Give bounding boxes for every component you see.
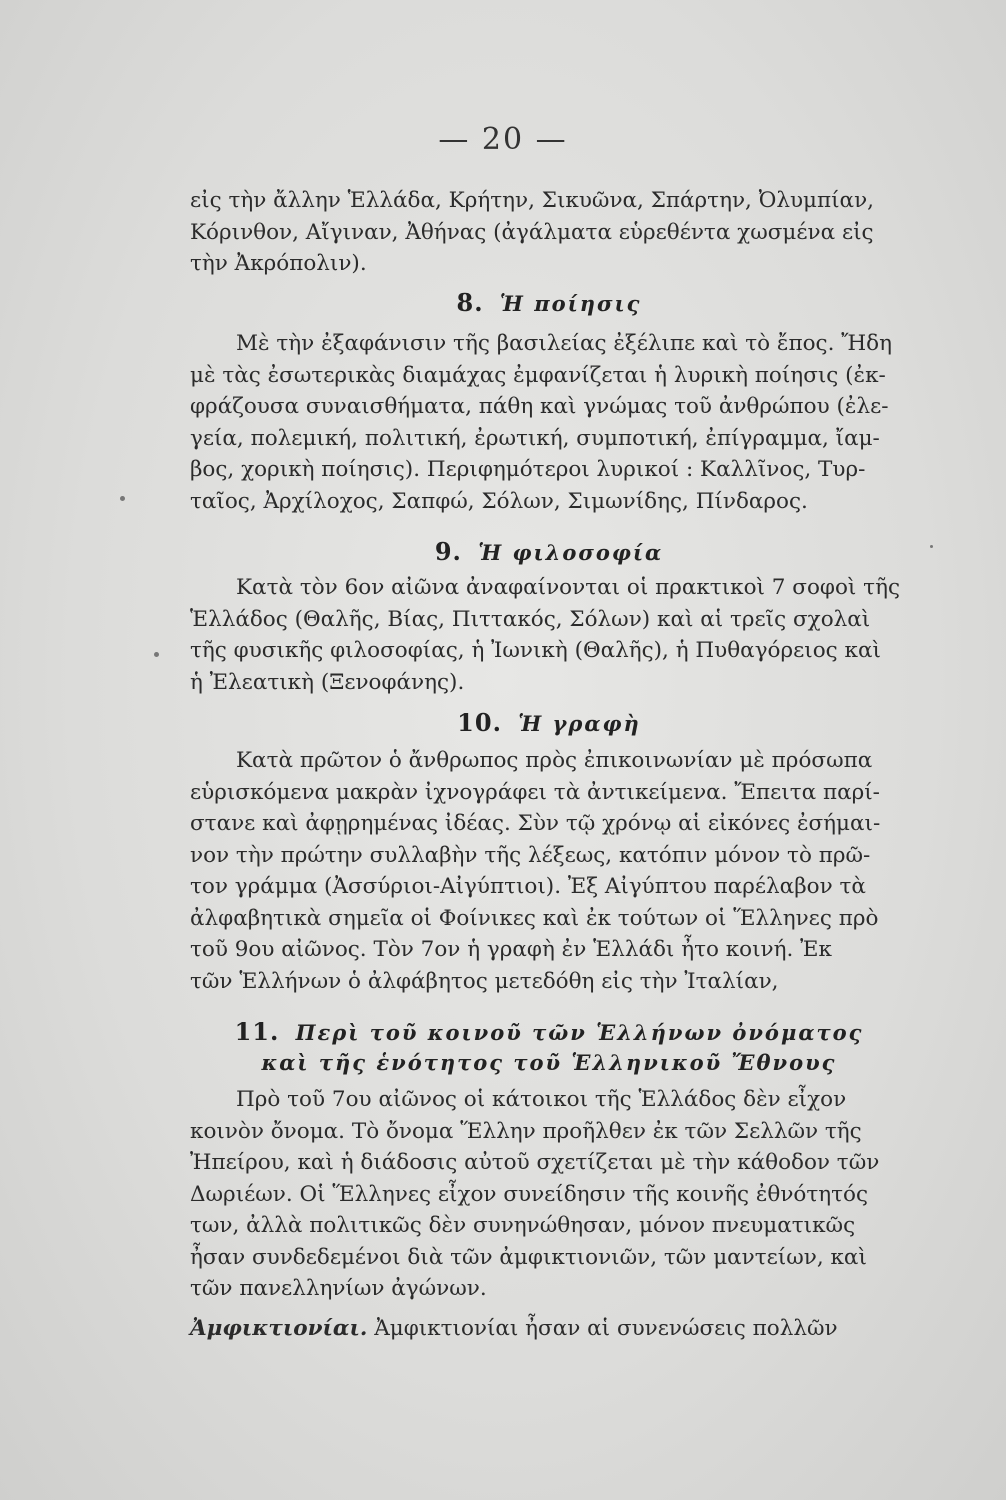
text-line: μὲ τὰς ἐσωτερικὰς διαμάχας ἐμφανίζεται ἡ λυρικὴ ποίησις (ἐκ- bbox=[190, 362, 886, 388]
section-number: 10. bbox=[457, 708, 502, 737]
paragraph-common-name bbox=[190, 1084, 908, 1305]
text-line: Κατὰ τὸν 6ον αἰῶνα ἀναφαίνονται οἱ πρακτικοὶ 7 σοφοὶ τῆς bbox=[236, 575, 900, 600]
text-line: Κατὰ πρῶτον ὁ ἄνθρωπος πρὸς ἐπικοινωνίαν μὲ πρόσωπα bbox=[236, 748, 873, 773]
text-line: των, ἀλλὰ πολιτικῶς δὲν συνηνώθησαν, μόνον πνευματικῶς bbox=[190, 1213, 856, 1238]
section-title: Περὶ τοῦ κοινοῦ τῶν Ἑλλήνων ὀνόματος bbox=[295, 1020, 864, 1045]
text-line: Μὲ τὴν ἐξαφάνισιν τῆς βασιλείας ἐξέλιπε καὶ τὸ ἔπος. Ἤδη bbox=[236, 331, 892, 356]
section-number: 8. bbox=[456, 288, 484, 317]
text-line: Ἠπείρου, καὶ ἡ διάδοσις αὐτοῦ σχετίζεται μὲ τὴν κάθοδον τῶν bbox=[190, 1150, 880, 1175]
section-heading-8 bbox=[190, 288, 908, 317]
paragraph-continuation bbox=[190, 185, 908, 280]
paragraph-philosophy bbox=[190, 572, 908, 698]
section-title: Ἡ γραφὴ bbox=[518, 711, 641, 736]
text-line: στανε καὶ ἀφῃρημένας ἰδέας. Σὺν τῷ χρόνῳ αἱ εἰκόνες ἐσήμαι- bbox=[190, 811, 881, 836]
text-line: Κόρινθον, Αἴγιναν, Ἀθήνας (ἀγάλματα εὑρεθέντα χωσμένα εἰς bbox=[190, 219, 874, 245]
text-line: Δωριέων. Οἱ Ἕλληνες εἶχον συνείδησιν τῆς κοινῆς ἐθνότητός bbox=[190, 1181, 868, 1207]
paragraph-writing bbox=[190, 745, 908, 997]
section-heading-line bbox=[190, 1048, 908, 1078]
term-label: Ἀμφικτιονίαι. bbox=[190, 1316, 368, 1341]
text-line: γεία, πολεμική, πολιτική, ἐρωτική, συμποτική, ἐπίγραμμα, ἴαμ- bbox=[190, 425, 880, 451]
section-title: Ἡ ποίησις bbox=[499, 291, 642, 316]
page-number: — 20 — bbox=[438, 122, 568, 157]
text-line: τὴν Ἀκρόπολιν). bbox=[190, 251, 367, 276]
text-line: κοινὸν ὄνομα. Τὸ ὄνομα Ἕλλην προῆλθεν ἐκ τῶν Σελλῶν τῆς bbox=[190, 1118, 862, 1144]
scan-speck bbox=[120, 496, 125, 501]
section-title-continued: καὶ τῆς ἑνότητος τοῦ Ἑλληνικοῦ Ἔθνους bbox=[261, 1050, 837, 1075]
section-number: 11. bbox=[234, 1017, 280, 1046]
paragraph-poetry bbox=[190, 328, 908, 517]
section-number: 9. bbox=[434, 537, 462, 566]
text-line: ἀλφαβητικὰ σημεῖα οἱ Φοίνικες καὶ ἐκ τούτων οἱ Ἕλληνες πρὸ bbox=[190, 905, 879, 931]
text-line: ἡ Ἐλεατικὴ (Ξενοφάνης). bbox=[190, 669, 465, 695]
text-line: νον τὴν πρώτην συλλαβὴν τῆς λέξεως, κατόπιν μόνον τὸ πρῶ- bbox=[190, 842, 871, 868]
section-heading-10 bbox=[190, 708, 908, 737]
text-line: τον γράμμα (Ἀσσύριοι-Αἰγύπτιοι). Ἐξ Αἰγύπτου παρέλαβον τὰ bbox=[190, 874, 866, 899]
text-line: φράζουσα συναισθήματα, πάθη καὶ γνώμας τοῦ ἀνθρώπου (ἐλε- bbox=[190, 394, 889, 419]
paragraph-amphictyonies bbox=[190, 1313, 908, 1345]
text-line: βος, χορικὴ ποίησις). Περιφημότεροι λυρικοί : Καλλῖνος, Τυρ- bbox=[190, 457, 866, 482]
text-line: ταῖος, Ἀρχίλοχος, Σαπφώ, Σόλων, Σιμωνίδης, Πίνδαρος. bbox=[190, 488, 808, 514]
section-heading-9 bbox=[190, 537, 908, 566]
scan-speck bbox=[930, 545, 933, 548]
text-line bbox=[190, 1313, 908, 1345]
text-line: τοῦ 9ου αἰῶνος. Τὸν 7ον ἡ γραφὴ ἐν Ἑλλάδι ἦτο κοινή. Ἐκ bbox=[190, 937, 832, 962]
text-line: Ἑλλάδος (Θαλῆς, Βίας, Πιττακός, Σόλων) καὶ αἱ τρεῖς σχολαὶ bbox=[190, 606, 871, 632]
text-line: τῆς φυσικῆς φιλοσοφίας, ἡ Ἰωνικὴ (Θαλῆς), ἡ Πυθαγόρειος καὶ bbox=[190, 638, 881, 663]
scan-speck bbox=[154, 652, 159, 657]
text-line: εὑρισκόμενα μακρὰν ἰχνογράφει τὰ ἀντικείμενα. Ἔπειτα παρί- bbox=[190, 779, 880, 805]
text-line: τῶν Ἑλλήνων ὁ ἀλφάβητος μετεδόθη εἰς τὴν Ἰταλίαν, bbox=[190, 968, 779, 994]
text-line: ἦσαν συνδεδεμένοι διὰ τῶν ἀμφικτιονιῶν, τῶν μαντείων, καὶ bbox=[190, 1244, 867, 1270]
section-title: Ἡ φιλοσοφία bbox=[478, 540, 664, 565]
section-heading-11 bbox=[190, 1017, 908, 1078]
text-line: τῶν πανελληνίων ἀγώνων. bbox=[190, 1276, 487, 1301]
term-text: Ἀμφικτιονίαι ἦσαν αἱ συνενώσεις πολλῶν bbox=[374, 1316, 838, 1341]
section-heading-line bbox=[190, 1017, 908, 1048]
text-line: Πρὸ τοῦ 7ου αἰῶνος οἱ κάτοικοι τῆς Ἑλλάδος δὲν εἶχον bbox=[236, 1087, 847, 1112]
text-line: εἰς τὴν ἄλλην Ἑλλάδα, Κρήτην, Σικυῶνα, Σπάρτην, Ὀλυμπίαν, bbox=[190, 188, 874, 213]
